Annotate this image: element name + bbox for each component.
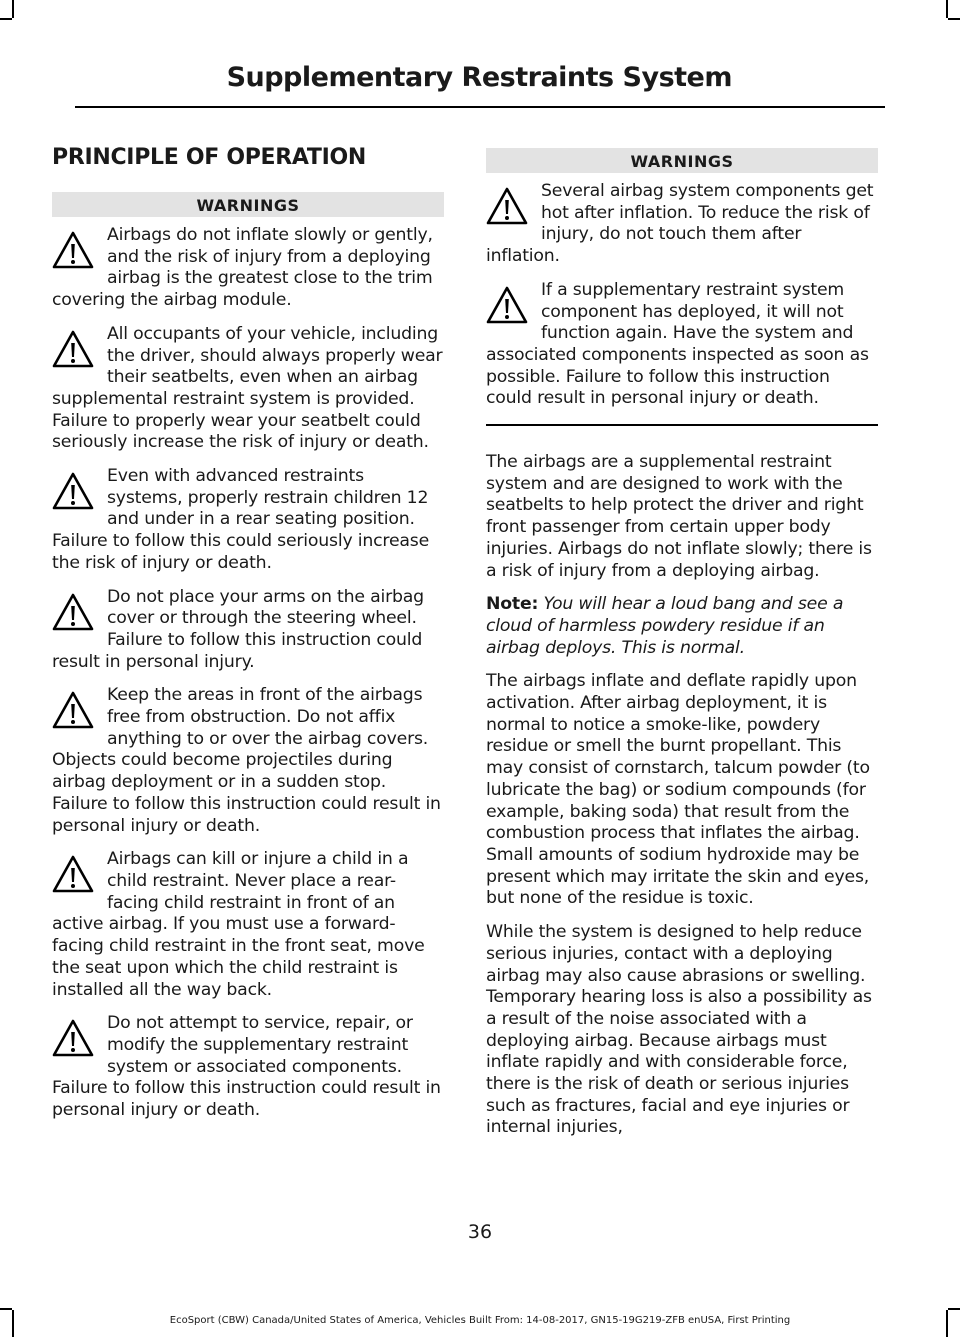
crop-mark bbox=[948, 18, 960, 20]
warning-triangle-icon bbox=[486, 286, 528, 324]
warning-item bbox=[486, 181, 878, 268]
left-column bbox=[52, 145, 444, 1134]
body-paragraph: The airbags inflate and deflate rapidly upon activation. After airbag deployment, it is normal to notice a smoke-like, powdery residue or smell the burnt propellant. This may consist of cornstarch, talcum powder (to lubricate the bag) or sodium compounds (for example, baking soda) that result from the combustion process that inflates the airbag. Small amounts of sodium hydroxide may be present which may irritate the skin and eyes, but none of the residue is toxic. bbox=[486, 671, 870, 909]
right-column bbox=[486, 145, 878, 1151]
warning-triangle-icon bbox=[52, 691, 94, 729]
warning-item bbox=[52, 225, 444, 312]
warning-triangle-icon bbox=[486, 187, 528, 225]
page-footer: EcoSport (CBW) Canada/United States of America, Vehicles Built From: 14-08-2017, GN15-19G219-ZFB enUSA, First Printing bbox=[169, 1315, 791, 1326]
warnings-heading: WARNINGS bbox=[52, 192, 444, 217]
section-title: PRINCIPLE OF OPERATION bbox=[52, 145, 367, 170]
body-paragraph: The airbags are a supplemental restraint system and are designed to work with the seatbelts to help protect the driver and right front passenger from certain upper body injuries. Airbags do not inflate slowly; there is a risk of injury from a deploying airbag. bbox=[486, 452, 872, 581]
warning-item bbox=[52, 1013, 444, 1122]
crop-mark bbox=[12, 0, 14, 18]
crop-mark bbox=[0, 18, 12, 20]
warning-triangle-icon bbox=[52, 855, 94, 893]
warning-text: Airbags do not inflate slowly or gently, and the risk of injury from a deploying airbag is the greatest close to the trim covering the airbag module. bbox=[52, 225, 433, 311]
warning-text: Keep the areas in front of the airbags free from obstruction. Do not affix anything to or over the airbag covers. Objects could become projectiles during airbag deployment or in a sudden stop. Failure to follow this instruction could result in personal injury or death. bbox=[52, 685, 441, 836]
warning-item bbox=[52, 849, 444, 1001]
warning-item bbox=[52, 466, 444, 575]
warning-item bbox=[52, 324, 444, 454]
warning-text: Do not place your arms on the airbag cover or through the steering wheel. Failure to follow this instruction could result in personal injury. bbox=[52, 586, 424, 672]
warning-text: Do not attempt to service, repair, or modify the supplementary restraint system or associated components. Failure to follow this instruction could result in personal injury or death. bbox=[52, 1013, 441, 1121]
warning-triangle-icon bbox=[52, 593, 94, 631]
warning-triangle-icon bbox=[52, 330, 94, 368]
body-paragraph: While the system is designed to help reduce serious injuries, contact with a deploying airbag may also cause abrasions or swelling. Temporary hearing loss is also a possibility as a result of the noise associated with a deploying airbag. Because airbags must inflate rapidly and with considerable force, there is the risk of death or serious injuries such as fractures, facial and eye injuries or internal injuries, bbox=[486, 922, 872, 1138]
header-rule bbox=[75, 106, 885, 108]
note-paragraph bbox=[486, 594, 878, 659]
warning-item bbox=[52, 685, 444, 837]
warning-triangle-icon bbox=[52, 1019, 94, 1057]
crop-mark bbox=[948, 1308, 960, 1310]
warnings-end-rule bbox=[486, 424, 878, 426]
warning-text: Airbags can kill or injure a child in a child restraint. Never place a rear-facing child restraint in front of an active airbag. If you must use a forward-facing child restraint in the front seat, move the seat upon which the child restraint is installed all the way back. bbox=[52, 849, 425, 1000]
warning-item bbox=[486, 280, 878, 410]
warning-triangle-icon bbox=[52, 231, 94, 269]
warning-item bbox=[52, 587, 444, 674]
warning-text: Even with advanced restraints systems, properly restrain children 12 and under in a rear seating position. Failure to follow this could seriously increase the risk of injury or death. bbox=[52, 466, 429, 573]
warning-text: Several airbag system components get hot after inflation. To reduce the risk of injury, do not touch them after inflation. bbox=[486, 181, 874, 267]
warning-text: All occupants of your vehicle, including the driver, should always properly wear their seatbelts, even when an airbag supplemental restraint system is provided. Failure to properly wear your seatbelt could seriously increase the risk of injury or death. bbox=[52, 323, 443, 453]
page-header-title: Supplementary Restraints System bbox=[226, 62, 732, 93]
warning-text: If a supplementary restraint system component has deployed, it will not function again. Have the system and associated components inspected as soon as possible. Failure to follow this instruction could result in personal injury or death. bbox=[486, 279, 869, 409]
page-number: 36 bbox=[467, 1221, 493, 1243]
warning-triangle-icon bbox=[52, 472, 94, 510]
crop-mark bbox=[946, 0, 948, 18]
note-text: You will hear a loud bang and see a cloud of harmless powdery residue if an airbag deploys. This is normal. bbox=[486, 594, 844, 658]
crop-mark bbox=[0, 1308, 12, 1310]
note-label: Note: bbox=[486, 594, 539, 615]
warnings-heading: WARNINGS bbox=[486, 148, 878, 173]
